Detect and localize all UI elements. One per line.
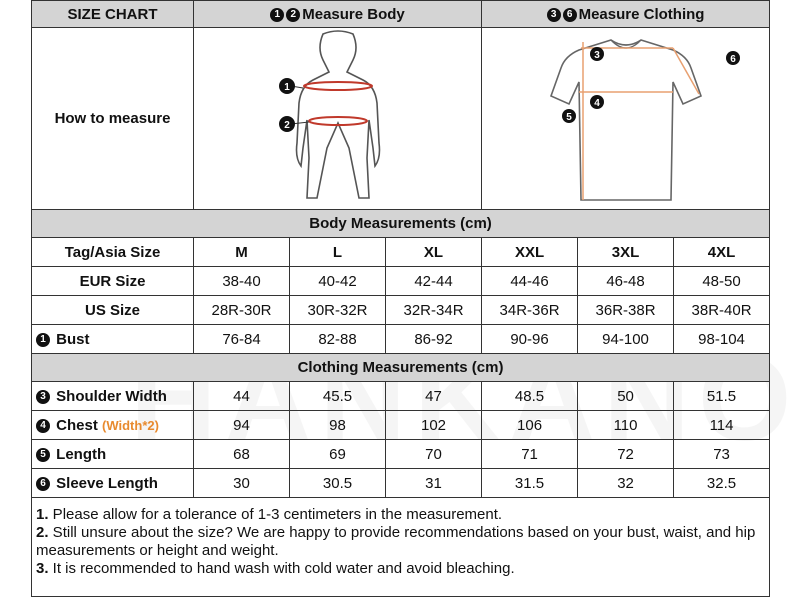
marker-1-icon: 1 [36,333,50,347]
size-value: 72 [578,440,674,469]
pictures-row [32,28,770,210]
body-row [32,325,770,354]
size-value: 90-96 [482,325,578,354]
measure-clothing-label: Measure Clothing [578,5,705,23]
size-value: 32R-34R [386,296,482,325]
size-value: 38-40 [194,267,290,296]
shirt-marker-4: 4 [593,98,600,109]
size-value: 98 [290,411,386,440]
marker-1-icon: 1 [270,8,284,22]
body-figure-cell [194,28,482,210]
shirt-marker-5: 5 [565,112,572,123]
marker-3-icon: 3 [547,8,561,22]
note-text: It is recommended to hand wash with cold water and avoid bleaching. [48,560,515,577]
shirt-marker-6: 6 [729,54,736,65]
measure-body-header [194,1,482,28]
size-value: 30 [194,469,290,498]
row-label-text: Sleeve Length [52,474,158,492]
size-value: M [194,238,290,267]
header-row [32,1,770,28]
note-number: 3. [36,560,49,577]
measure-body-label: Measure Body [302,5,405,23]
note-text: Please allow for a tolerance of 1-3 centimeters in the measurement. [48,506,503,523]
clothing-row [32,382,770,411]
size-chart-table [31,0,770,597]
row-label [32,325,194,354]
how-to-measure-label: How to measure [32,28,194,210]
size-value: 32 [578,469,674,498]
size-value: 42-44 [386,267,482,296]
size-value: 82-88 [290,325,386,354]
size-value: 50 [578,382,674,411]
size-value: 30.5 [290,469,386,498]
marker-3-icon: 3 [36,390,50,404]
size-value: 45.5 [290,382,386,411]
row-note: (Width*2) [102,417,159,433]
size-value: 94 [194,411,290,440]
size-value: 31.5 [482,469,578,498]
clothing-row [32,440,770,469]
body-row [32,296,770,325]
size-value: 46-48 [578,267,674,296]
size-value: 34R-36R [482,296,578,325]
marker-5-icon: 5 [36,448,50,462]
size-value: 48-50 [674,267,770,296]
size-value: 69 [290,440,386,469]
size-value: 44-46 [482,267,578,296]
size-value: 40-42 [290,267,386,296]
tshirt-figure-icon [501,28,751,205]
body-section-row [32,210,770,238]
body-marker-1: 1 [283,82,290,93]
marker-4-icon: 4 [36,419,50,433]
marker-6-icon: 6 [563,8,577,22]
body-section-title: Body Measurements (cm) [32,210,770,238]
body-figure-icon [213,28,463,205]
body-row [32,267,770,296]
size-value: 68 [194,440,290,469]
notes-row [32,498,770,597]
size-value: 114 [674,411,770,440]
size-value: 51.5 [674,382,770,411]
size-value: 4XL [674,238,770,267]
clothing-row [32,411,770,440]
note-item [36,506,763,524]
size-value: 38R-40R [674,296,770,325]
size-value: L [290,238,386,267]
clothing-section-title: Clothing Measurements (cm) [32,354,770,382]
note-item [36,560,763,578]
row-label: Tag/Asia Size [32,238,194,267]
row-label [32,411,194,440]
size-chart-title: SIZE CHART [32,1,194,28]
row-label [32,440,194,469]
marker-2-icon: 2 [286,8,300,22]
size-value: 36R-38R [578,296,674,325]
size-value: 94-100 [578,325,674,354]
row-label [32,469,194,498]
size-value: 47 [386,382,482,411]
shirt-marker-3: 3 [593,50,600,61]
notes-cell [32,498,770,597]
size-value: 86-92 [386,325,482,354]
row-label-text: Bust [52,330,90,348]
size-value: XL [386,238,482,267]
size-value: 106 [482,411,578,440]
size-value: 48.5 [482,382,578,411]
row-label-text: Chest [52,416,103,434]
size-value: 31 [386,469,482,498]
size-value: 102 [386,411,482,440]
row-label [32,382,194,411]
body-marker-2: 2 [283,120,290,131]
size-value: 28R-30R [194,296,290,325]
size-value: 70 [386,440,482,469]
size-value: 76-84 [194,325,290,354]
size-value: XXL [482,238,578,267]
shirt-figure-cell [482,28,770,210]
clothing-rows [32,382,770,498]
size-value: 3XL [578,238,674,267]
row-label-text: Length [52,445,107,463]
size-value: 32.5 [674,469,770,498]
size-value: 98-104 [674,325,770,354]
note-number: 2. [36,524,49,541]
size-value: 71 [482,440,578,469]
marker-6-icon: 6 [36,477,50,491]
note-item [36,524,763,560]
note-number: 1. [36,506,49,523]
size-value: 110 [578,411,674,440]
row-label-text: Shoulder Width [52,387,167,405]
row-label: US Size [32,296,194,325]
note-text: Still unsure about the size? We are happy to provide recommendations based on your bust, waist, and hip measurements or height and weight. [36,524,756,559]
clothing-row [32,469,770,498]
clothing-section-row [32,354,770,382]
size-value: 30R-32R [290,296,386,325]
body-row [32,238,770,267]
size-value: 44 [194,382,290,411]
row-label: EUR Size [32,267,194,296]
measure-clothing-header [482,1,770,28]
size-value: 73 [674,440,770,469]
body-rows [32,238,770,354]
